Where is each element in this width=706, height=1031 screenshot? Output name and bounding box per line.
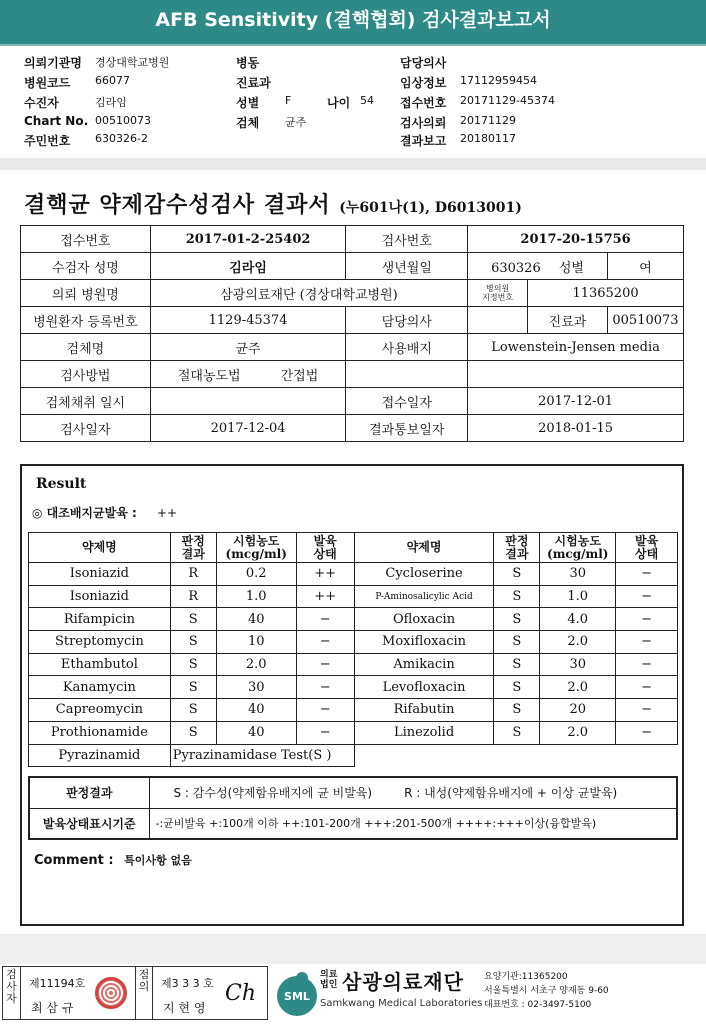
document-title-main: 결핵균 약제감수성검사 결과서 bbox=[24, 192, 331, 218]
designated-number: 11365200 bbox=[528, 280, 684, 307]
info-label: 접수번호 bbox=[21, 226, 151, 253]
growth-value: − bbox=[296, 721, 354, 744]
registration-number: 1129-45374 bbox=[150, 307, 346, 334]
header-label: 검사의뢰 bbox=[400, 116, 447, 130]
growth-value: − bbox=[616, 721, 678, 744]
header-label: 병원코드 bbox=[24, 76, 71, 90]
method-indirect: 간접법 bbox=[280, 368, 319, 384]
judge-value: S bbox=[170, 676, 216, 699]
test-method bbox=[150, 361, 346, 388]
conc-value: 2.0 bbox=[540, 676, 616, 699]
document-title-code: (누601나(1), D6013001) bbox=[339, 200, 522, 216]
pathologist-label: 점의 bbox=[135, 967, 153, 1019]
header-label: 병동 bbox=[236, 56, 260, 70]
col-judge-1: 판정 bbox=[181, 533, 205, 548]
org-phone: 대표번호 : 02-3497-5100 bbox=[484, 1000, 592, 1010]
judge-value: S bbox=[494, 653, 540, 676]
org-prefix-2: 법인 bbox=[320, 980, 338, 990]
judge-value: S bbox=[494, 631, 540, 654]
info-label: 검사번호 bbox=[346, 226, 468, 253]
header-value: 균주 bbox=[285, 116, 307, 129]
growth-legend: -:균비발육 +:100개 이하 ++:101-200개 +++:201-500개 ++++:+++이상(융합발육) bbox=[149, 808, 677, 839]
report-header bbox=[0, 46, 706, 156]
drug-name: Linezolid bbox=[354, 721, 494, 744]
conc-value: 40 bbox=[216, 608, 296, 631]
header-label: 임상정보 bbox=[400, 76, 447, 90]
birth-value: 630326 bbox=[491, 260, 541, 276]
col-conc bbox=[540, 533, 616, 563]
org-prefix bbox=[320, 970, 337, 990]
header-label: 의뢰기관명 bbox=[24, 56, 82, 70]
growth-value: − bbox=[296, 608, 354, 631]
result-label: Result bbox=[36, 476, 87, 492]
table-row bbox=[29, 721, 678, 744]
drug-sensitivity-table bbox=[28, 532, 678, 767]
conc-value: 10 bbox=[216, 631, 296, 654]
conc-value: 2.0 bbox=[540, 721, 616, 744]
col-conc-1: 시험농도 bbox=[554, 533, 601, 548]
col-conc-2: (mcg/ml) bbox=[225, 546, 287, 561]
growth-value: − bbox=[296, 699, 354, 722]
header-label: 검체 bbox=[236, 116, 260, 130]
designated-label-1: 병의원 bbox=[486, 284, 510, 293]
org-code: 요양기관:11365200 bbox=[484, 972, 568, 982]
patient-name: 김라임 bbox=[150, 253, 346, 280]
col-judge-2: 결과 bbox=[505, 546, 529, 561]
sex-label: 성별 bbox=[558, 260, 584, 276]
sml-logo bbox=[272, 968, 322, 1018]
table-row bbox=[29, 585, 678, 608]
doctor-name bbox=[468, 307, 528, 334]
conc-value: 0.2 bbox=[216, 563, 296, 586]
conc-value: 40 bbox=[216, 699, 296, 722]
growth-value: − bbox=[616, 653, 678, 676]
drug-name: Isoniazid bbox=[29, 563, 171, 586]
col-conc-1: 시험농도 bbox=[233, 533, 280, 548]
drug-name: Levofloxacin bbox=[354, 676, 494, 699]
separator-band bbox=[0, 158, 706, 170]
header-value: 20171129-45374 bbox=[460, 94, 555, 107]
info-label: 검체채취 일시 bbox=[21, 388, 151, 415]
drug-name: Rifampicin bbox=[29, 608, 171, 631]
drug-name: Kanamycin bbox=[29, 676, 171, 699]
org-prefix-1: 의료 bbox=[320, 970, 338, 980]
table-row bbox=[29, 631, 678, 654]
seal-stamp bbox=[95, 977, 127, 1009]
sex-value: 여 bbox=[607, 253, 683, 280]
department: 00510073 bbox=[607, 307, 683, 334]
header-label: 수진자 bbox=[24, 96, 59, 110]
collect-date bbox=[150, 388, 346, 415]
drug-name: Ethambutol bbox=[29, 653, 171, 676]
info-label: 결과통보일자 bbox=[346, 415, 468, 442]
pathologist-name: 지 현 영 bbox=[163, 1001, 206, 1015]
judge-legend-label: 판정결과 bbox=[29, 777, 149, 808]
judge-value: S bbox=[494, 563, 540, 586]
test-number: 2017-20-15756 bbox=[468, 226, 684, 253]
drug-name: Isoniazid bbox=[29, 585, 171, 608]
control-growth bbox=[32, 504, 177, 521]
col-growth bbox=[616, 533, 678, 563]
judge-value: S bbox=[170, 608, 216, 631]
conc-value: 2.0 bbox=[540, 631, 616, 654]
control-growth-value: ++ bbox=[156, 506, 178, 520]
growth-value: − bbox=[616, 585, 678, 608]
drug-name: Rifabutin bbox=[354, 699, 494, 722]
info-label: 검체명 bbox=[21, 334, 151, 361]
drug-name: Capreomycin bbox=[29, 699, 171, 722]
info-label: 검사방법 bbox=[21, 361, 151, 388]
comment-label: Comment : bbox=[34, 853, 114, 868]
judge-value: S bbox=[170, 699, 216, 722]
header-label: Chart No. bbox=[24, 114, 89, 128]
medium-name: Lowenstein-Jensen media bbox=[468, 334, 684, 361]
conc-value: 40 bbox=[216, 721, 296, 744]
header-value: 630326-2 bbox=[95, 132, 148, 145]
conc-value: 20 bbox=[540, 699, 616, 722]
col-growth-2: 상태 bbox=[313, 546, 337, 561]
header-value: 20180117 bbox=[460, 132, 516, 145]
header-label: 성별 bbox=[236, 96, 260, 110]
judge-value: S bbox=[494, 699, 540, 722]
designated-label-2: 지정번호 bbox=[482, 293, 514, 302]
col-growth-1: 발육 bbox=[635, 533, 659, 548]
header-value: 20171129 bbox=[460, 114, 516, 127]
comment-text: 특이사항 없음 bbox=[124, 854, 192, 867]
growth-value: − bbox=[296, 631, 354, 654]
header-value: 00510073 bbox=[95, 114, 151, 127]
report-title: AFB Sensitivity (결핵협회) 검사결과보고서 bbox=[0, 0, 706, 44]
pza-test: Pyrazinamidase Test(S ) bbox=[170, 744, 354, 767]
header-label: 결과보고 bbox=[400, 134, 447, 148]
drug-name: Moxifloxacin bbox=[354, 631, 494, 654]
info-label: 의뢰 병원명 bbox=[21, 280, 151, 307]
comment bbox=[34, 852, 192, 868]
col-conc-2: (mcg/ml) bbox=[547, 546, 609, 561]
conc-value: 30 bbox=[540, 563, 616, 586]
hospital-name: 삼광의료재단 (경상대학교병원) bbox=[150, 280, 467, 307]
conc-value: 30 bbox=[540, 653, 616, 676]
empty-cell bbox=[346, 361, 468, 388]
header-label: 주민번호 bbox=[24, 134, 71, 148]
tester-name: 최 삼 규 bbox=[31, 1001, 74, 1015]
header-value: F bbox=[285, 94, 292, 107]
org-contact bbox=[484, 970, 609, 1012]
header-value: 17112959454 bbox=[460, 74, 537, 87]
drug-table-header bbox=[29, 533, 678, 563]
drug-name: Amikacin bbox=[354, 653, 494, 676]
judge-s-text: S : 감수성(약제함유배지에 균 비발육) bbox=[173, 786, 373, 801]
header-value: 김라임 bbox=[95, 96, 127, 109]
table-row bbox=[29, 676, 678, 699]
tester-label: 검사자 bbox=[3, 967, 21, 1019]
info-label: 병원환자 등록번호 bbox=[21, 307, 151, 334]
info-label: 접수일자 bbox=[346, 388, 468, 415]
col-conc bbox=[216, 533, 296, 563]
growth-value: ++ bbox=[296, 563, 354, 586]
header-label: 접수번호 bbox=[400, 96, 447, 110]
judge-value: R bbox=[170, 563, 216, 586]
header-label: 담당의사 bbox=[400, 56, 447, 70]
growth-value: − bbox=[616, 676, 678, 699]
header-value: 경상대학교병원 bbox=[95, 56, 170, 69]
header-label: 진료과 bbox=[236, 76, 271, 90]
drug-name: Cycloserine bbox=[354, 563, 494, 586]
receive-date: 2017-12-01 bbox=[468, 388, 684, 415]
growth-value: − bbox=[296, 653, 354, 676]
col-growth-2: 상태 bbox=[635, 546, 659, 561]
conc-value: 1.0 bbox=[216, 585, 296, 608]
result-section bbox=[20, 464, 684, 926]
col-judge bbox=[494, 533, 540, 563]
col-growth bbox=[296, 533, 354, 563]
header-value: 66077 bbox=[95, 74, 130, 87]
test-date: 2017-12-04 bbox=[150, 415, 346, 442]
empty-cell bbox=[354, 744, 677, 767]
judge-value: S bbox=[170, 631, 216, 654]
col-drug: 약제명 bbox=[354, 533, 494, 563]
judge-value: S bbox=[170, 721, 216, 744]
signature-mark: Ch bbox=[225, 981, 257, 1006]
birth-date bbox=[468, 253, 608, 280]
col-drug: 약제명 bbox=[29, 533, 171, 563]
growth-value: − bbox=[616, 631, 678, 654]
judge-value: S bbox=[494, 585, 540, 608]
growth-legend-label: 발육상태표시기준 bbox=[29, 808, 149, 839]
judge-value: S bbox=[170, 653, 216, 676]
patient-info-table bbox=[20, 225, 684, 442]
growth-value: ++ bbox=[296, 585, 354, 608]
info-label: 생년월일 bbox=[346, 253, 468, 280]
judge-value: S bbox=[494, 676, 540, 699]
growth-value: − bbox=[296, 676, 354, 699]
judge-value: S bbox=[494, 721, 540, 744]
method-absolute: 절대농도법 bbox=[177, 368, 241, 384]
judge-value: R bbox=[170, 585, 216, 608]
age-value: 54 bbox=[360, 94, 374, 107]
logo-text: SML bbox=[284, 990, 310, 1003]
info-label: 사용배지 bbox=[346, 334, 468, 361]
tester-license: 제11194호 bbox=[29, 977, 86, 990]
org-name: 삼광의료재단 bbox=[342, 970, 464, 994]
info-label: 검사일자 bbox=[21, 415, 151, 442]
pathologist-license: 제3 3 3 호 bbox=[161, 977, 214, 990]
drug-name: P-Aminosalicylic Acid bbox=[354, 585, 494, 608]
judge-value: S bbox=[494, 608, 540, 631]
conc-value: 30 bbox=[216, 676, 296, 699]
footer-band bbox=[0, 934, 706, 964]
info-label: 수검자 성명 bbox=[21, 253, 151, 280]
document-title bbox=[24, 188, 522, 219]
designated-label bbox=[468, 280, 528, 307]
drug-name: Prothionamide bbox=[29, 721, 171, 744]
table-row bbox=[29, 653, 678, 676]
growth-value: − bbox=[616, 699, 678, 722]
col-judge-2: 결과 bbox=[181, 546, 205, 561]
judge-r-text: R : 내성(약제함유배지에 + 이상 균발육) bbox=[404, 786, 618, 801]
org-english-name: Samkwang Medical Laboratories bbox=[320, 998, 483, 1009]
col-judge-1: 판정 bbox=[505, 533, 529, 548]
drug-name: Pyrazinamid bbox=[29, 744, 171, 767]
col-judge bbox=[170, 533, 216, 563]
table-row bbox=[29, 563, 678, 586]
growth-value: − bbox=[616, 563, 678, 586]
info-label: 담당의사 bbox=[346, 307, 468, 334]
conc-value: 1.0 bbox=[540, 585, 616, 608]
specimen-name: 균주 bbox=[150, 334, 346, 361]
legend-table bbox=[28, 776, 678, 840]
pyrazinamid-row bbox=[29, 744, 678, 767]
org-address: 서울특별시 서초구 양재동 9-60 bbox=[484, 986, 609, 996]
drug-name: Ofloxacin bbox=[354, 608, 494, 631]
drug-name: Streptomycin bbox=[29, 631, 171, 654]
judge-legend bbox=[149, 777, 677, 808]
control-growth-label: ◎ 대조배지균발육 : bbox=[32, 506, 137, 520]
table-row bbox=[29, 608, 678, 631]
receipt-number: 2017-01-2-25402 bbox=[150, 226, 346, 253]
notify-date: 2018-01-15 bbox=[468, 415, 684, 442]
signature-box bbox=[2, 966, 268, 1020]
conc-value: 2.0 bbox=[216, 653, 296, 676]
table-row bbox=[29, 699, 678, 722]
age-label: 나이 bbox=[327, 96, 351, 110]
conc-value: 4.0 bbox=[540, 608, 616, 631]
info-label: 진료과 bbox=[528, 307, 608, 334]
empty-cell bbox=[468, 361, 684, 388]
growth-value: − bbox=[616, 608, 678, 631]
col-growth-1: 발육 bbox=[313, 533, 337, 548]
